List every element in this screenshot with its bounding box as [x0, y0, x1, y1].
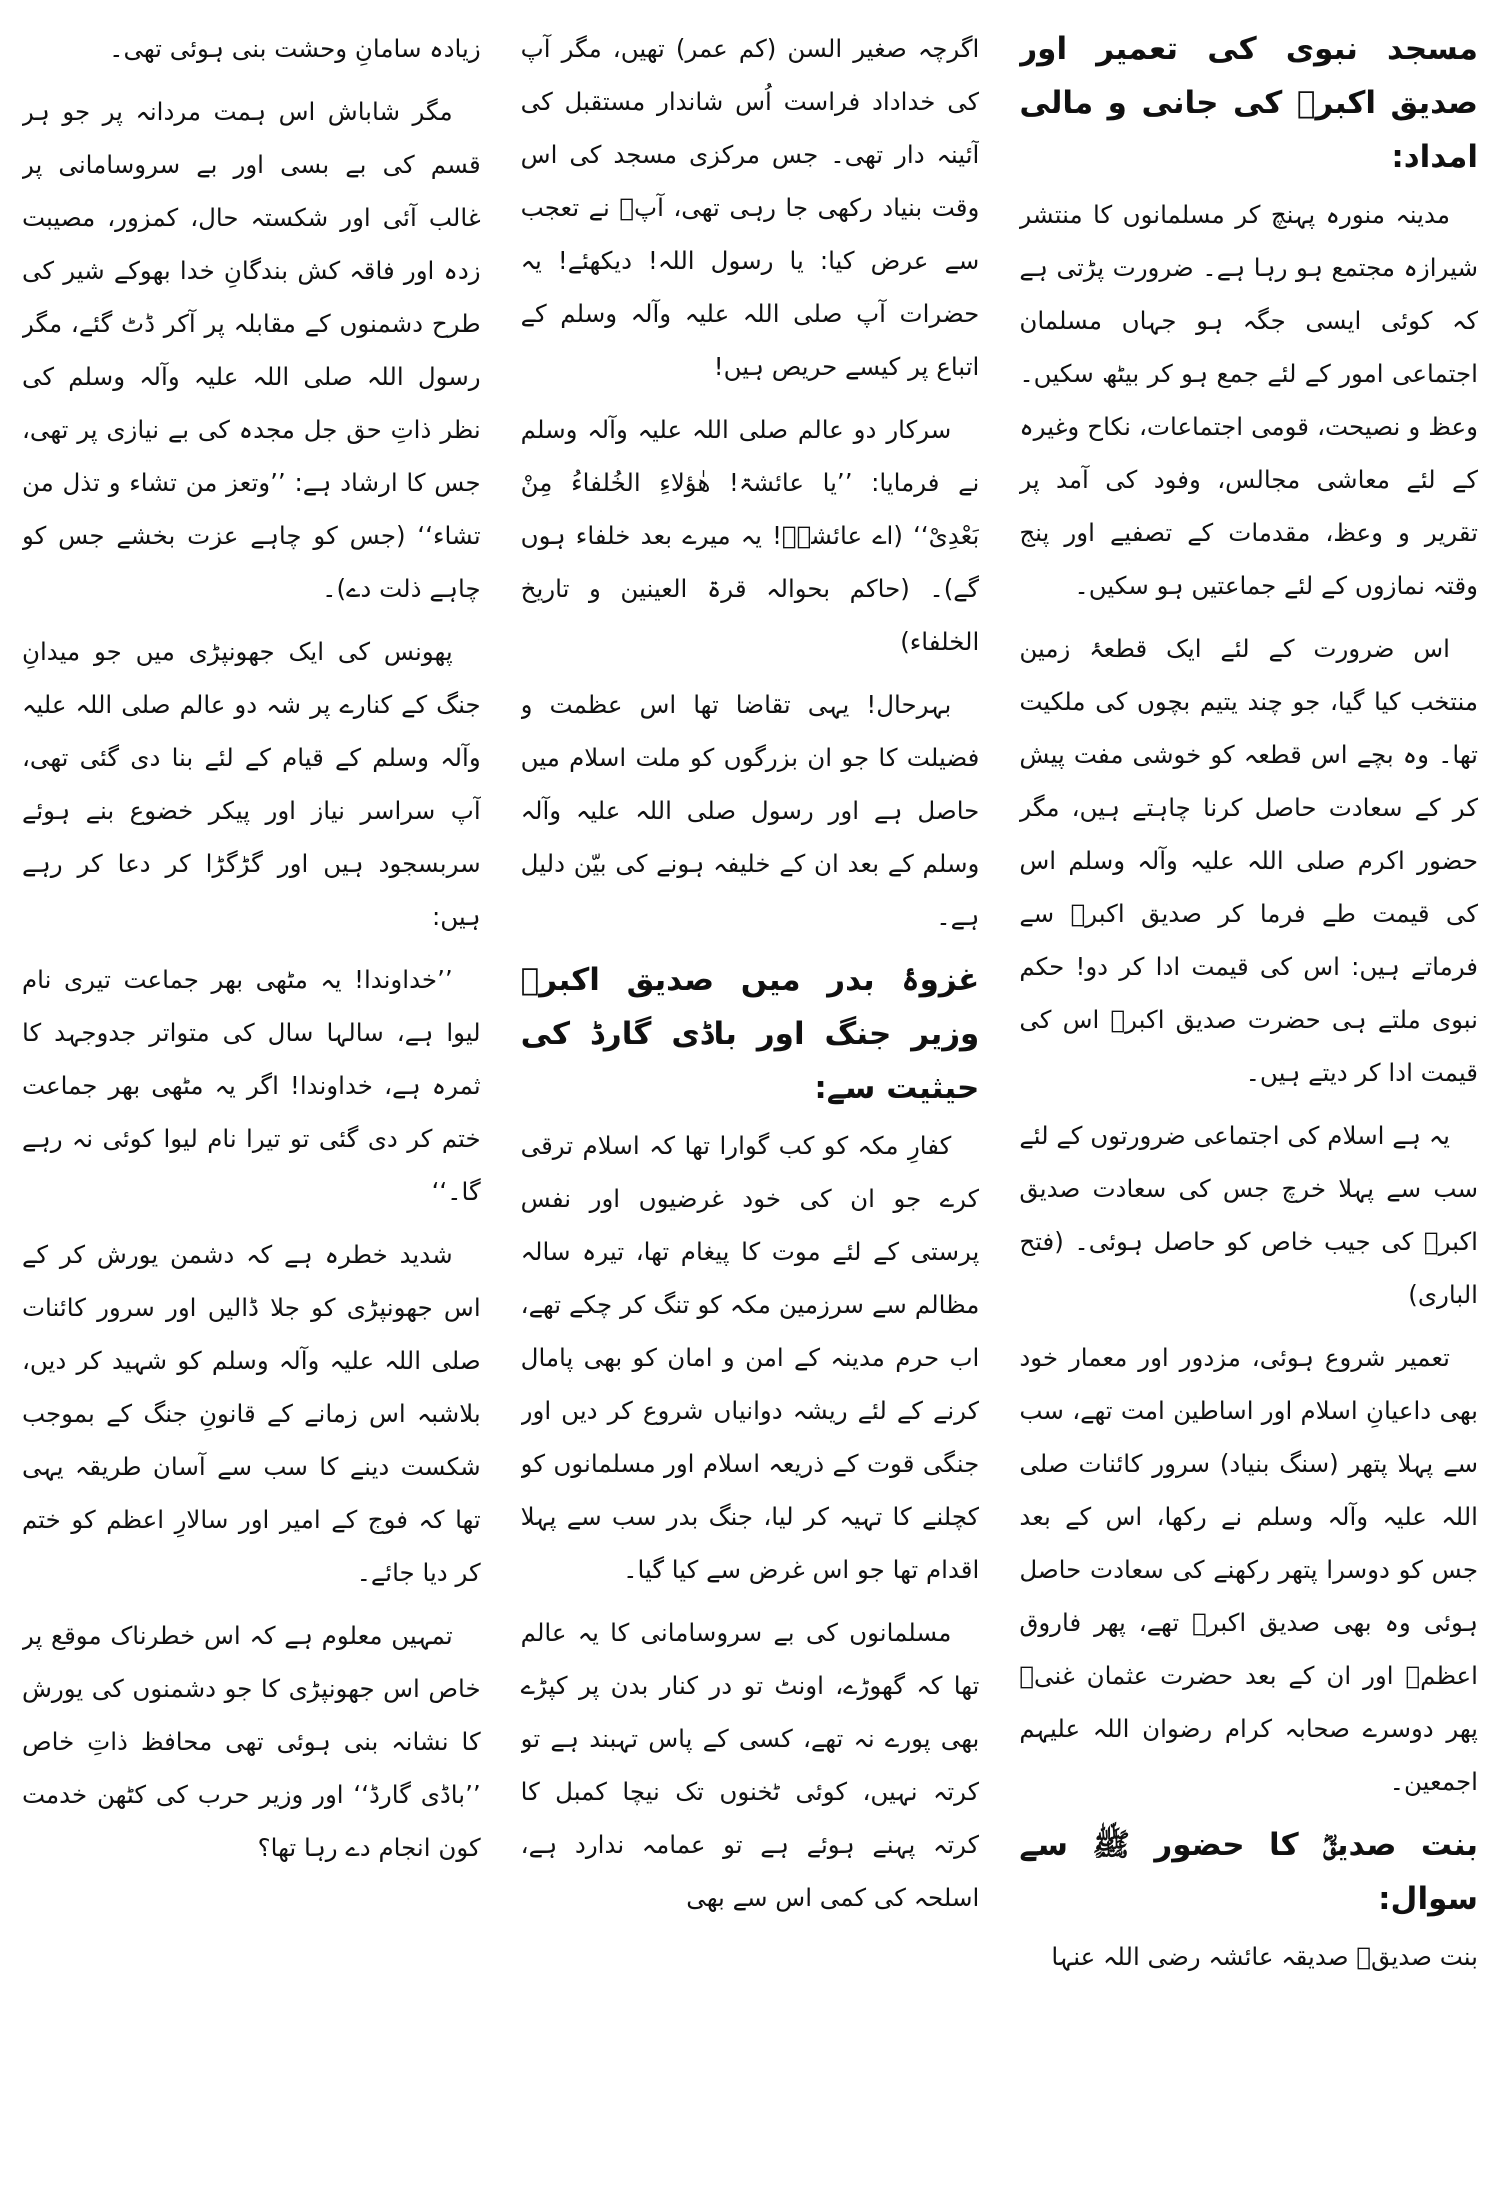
- article-paragraph: بہرحال! یہی تقاضا تھا اس عظمت و فضیلت کا جو ان بزرگوں کو ملت اسلام میں حاصل ہے اور رسول صلی اللہ علیہ وآلہ وسلم کے بعد ان کے خلیفہ ہونے کی بیّن دلیل ہے۔: [520, 690, 980, 931]
- article-paragraph: مگر شاباش اس ہمت مردانہ پر جو ہر قسم کی بے بسی اور بے سروسامانی پر غالب آئی اور شکستہ حال، کمزور، مصیبت زدہ اور فاقہ کش بندگانِ خدا بھوکے شیر کی طرح دشمنوں کے مقابلہ پر آکر ڈٹ گئے، مگر رسول اللہ صلی اللہ علیہ وآلہ وسلم کی نظر ذاتِ حق جل مجدہ کی بے نیازی پر تھی، جس کا ارشاد ہے: ’’وتعز من تشاء و تذل من تشاء‘‘ (جس کو چاہے عزت بخشے جس کو چاہے ذلت دے)۔: [21, 97, 481, 603]
- article-paragraph: شدید خطرہ ہے کہ دشمن یورش کر کے اس جھونپڑی کو جلا ڈالیں اور سرور کائنات صلی اللہ علیہ وآلہ وسلم کو شہید کر دیں، بلاشبہ اس زمانے کے قانونِ جنگ کے بموجب شکست دینے کا سب سے آسان طریقہ یہی تھا کہ فوج کے امیر اور سالارِ اعظم کو ختم کر دیا جائے۔: [21, 1240, 481, 1587]
- column-right: [1019, 22, 1478, 2190]
- section-heading: مسجد نبوی کی تعمیر اور صدیق اکبرؓ کی جانی و مالی امداد:: [1019, 31, 1478, 175]
- article-paragraph: کفارِ مکہ کو کب گوارا تھا کہ اسلام ترقی کرے جو ان کی خود غرضیوں اور نفس پرستی کے لئے موت کا پیغام تھا، تیرہ سالہ مظالم سے سرزمین مکہ کو تنگ کر چکے تھے، اب حرم مدینہ کے امن و امان کو بھی پامال کرنے کے لئے ریشہ دوانیاں شروع کر دیں اور جنگی قوت کے ذریعہ اسلام اور مسلمانوں کو کچلنے کا تہیہ کر لیا، جنگ بدر سب سے پہلا اقدام تھا جو اس غرض سے کیا گیا۔: [520, 1131, 980, 1584]
- article-paragraph: مسلمانوں کی بے سروسامانی کا یہ عالم تھا کہ گھوڑے، اونٹ تو در کنار بدن پر کپڑے بھی پورے نہ تھے، کسی کے پاس تہبند ہے تو کرتہ نہیں، کوئی ٹخنوں تک نیچا کمبل کا کرتہ پہنے ہوئے ہے تو عمامہ ندارد ہے، اسلحہ کی کمی اس سے بھی: [520, 1618, 980, 1912]
- article-paragraph: تعمیر شروع ہوئی، مزدور اور معمار خود بھی داعیانِ اسلام اور اساطین امت تھے، سب سے پہلا پتھر (سنگ بنیاد) سرور کائنات صلی اللہ علیہ وآلہ وسلم نے رکھا، اس کے بعد جس کو دوسرا پتھر رکھنے کی سعادت حاصل ہوئی وہ بھی صدیق اکبرؓ تھے، پھر فاروق اعظمؓ اور ان کے بعد حضرت عثمان غنیؓ پھر دوسرے صحابہ کرام رضوان اللہ علیہم اجمعین۔: [1019, 1343, 1478, 1796]
- column-middle: [521, 22, 980, 2190]
- article-paragraph: تمہیں معلوم ہے کہ اس خطرناک موقع پر خاص اس جھونپڑی کا جو دشمنوں کی یورش کا نشانہ بنی ہوئی تھی محافظ ذاتِ خاص ’’باڈی گارڈ‘‘ اور وزیر حرب کی کٹھن خدمت کون انجام دے رہا تھا؟: [21, 1621, 481, 1862]
- article-paragraph: پھونس کی ایک جھونپڑی میں جو میدانِ جنگ کے کنارے پر شہ دو عالم صلی اللہ علیہ وآلہ وسلم کے قیام کے لئے بنا دی گئی تھی، آپ سراسر نیاز اور پیکر خضوع بنے ہوئے سربسجود ہیں اور گڑگڑا کر دعا کر رہے ہیں:: [21, 637, 481, 931]
- article-paragraph: مدینہ منورہ پہنچ کر مسلمانوں کا منتشر شیرازہ مجتمع ہو رہا ہے۔ ضرورت پڑتی ہے کہ کوئی ایسی جگہ ہو جہاں مسلمان اجتماعی امور کے لئے جمع ہو کر بیٹھ سکیں۔ وعظ و نصیحت، قومی اجتماعات، نکاح وغیرہ کے لئے معاشی مجالس، وفود کی آمد پر تقریر و وعظ، مقدمات کے تصفیے اور پنج وقتہ نمازوں کے لئے جماعتیں ہو سکیں۔: [1019, 200, 1478, 600]
- section-heading: غزوۂ بدر میں صدیق اکبرؓ وزیر جنگ اور باڈی گارڈ کی حیثیت سے:: [520, 962, 980, 1106]
- article-paragraph: یہ ہے اسلام کی اجتماعی ضرورتوں کے لئے سب سے پہلا خرچ جس کی سعادت صدیق اکبرؓ کی جیب خاص کو حاصل ہوئی۔ (فتح الباری): [1019, 1121, 1478, 1309]
- article-paragraph: اس ضرورت کے لئے ایک قطعۂ زمین منتخب کیا گیا، جو چند یتیم بچوں کی ملکیت تھا۔ وہ بچے اس قطعہ کو خوشی مفت پیش کر کے سعادت حاصل کرنا چاہتے ہیں، مگر حضور اکرم صلی اللہ علیہ وآلہ وسلم اس کی قیمت طے فرما کر صدیق اکبرؓ سے فرماتے ہیں: اس کی قیمت ادا کر دو! حکم نبوی ملتے ہی حضرت صدیق اکبرؓ اس کی قیمت ادا کر دیتے ہیں۔: [1019, 634, 1478, 1087]
- article-paragraph: سرکار دو عالم صلی اللہ علیہ وآلہ وسلم نے فرمایا: ’’یا عائشۃ! ھٰؤلاءِ الخُلفاءُ مِنْ بَعْدِیْ‘‘ (اے عائشہؓ! یہ میرے بعد خلفاء ہوں گے)۔ (حاکم بحوالہ قرۃ العینین و تاریخ الخلفاء): [520, 415, 980, 656]
- article-paragraph: زیادہ سامانِ وحشت بنی ہوئی تھی۔: [109, 34, 481, 63]
- article-paragraph: اگرچہ صغیر السن (کم عمر) تھیں، مگر آپ کی خداداد فراست اُس شاندار مستقبل کی آئینہ دار تھی۔ جس مرکزی مسجد کی اس وقت بنیاد رکھی جا رہی تھی، آپؓ نے تعجب سے عرض کیا: یا رسول اللہ! دیکھئے! یہ حضرات آپ صلی اللہ علیہ وآلہ وسلم کے اتباع پر کیسے حریص ہیں!: [520, 34, 980, 381]
- article-paragraph: ’’خداوندا! یہ مٹھی بھر جماعت تیری نام لیوا ہے، سالہا سال کی متواتر جدوجہد کا ثمرہ ہے، خداوندا! اگر یہ مٹھی بھر جماعت ختم کر دی گئی تو تیرا نام لیوا کوئی نہ رہے گا۔‘‘: [21, 965, 481, 1206]
- section-heading: بنت صدیقؓ کا حضور ﷺ سے سوال:: [1019, 1827, 1478, 1917]
- article-paragraph: بنت صدیقؓ صدیقہ عائشہ رضی اللہ عنہا: [1051, 1942, 1478, 1971]
- column-left: [22, 22, 481, 2190]
